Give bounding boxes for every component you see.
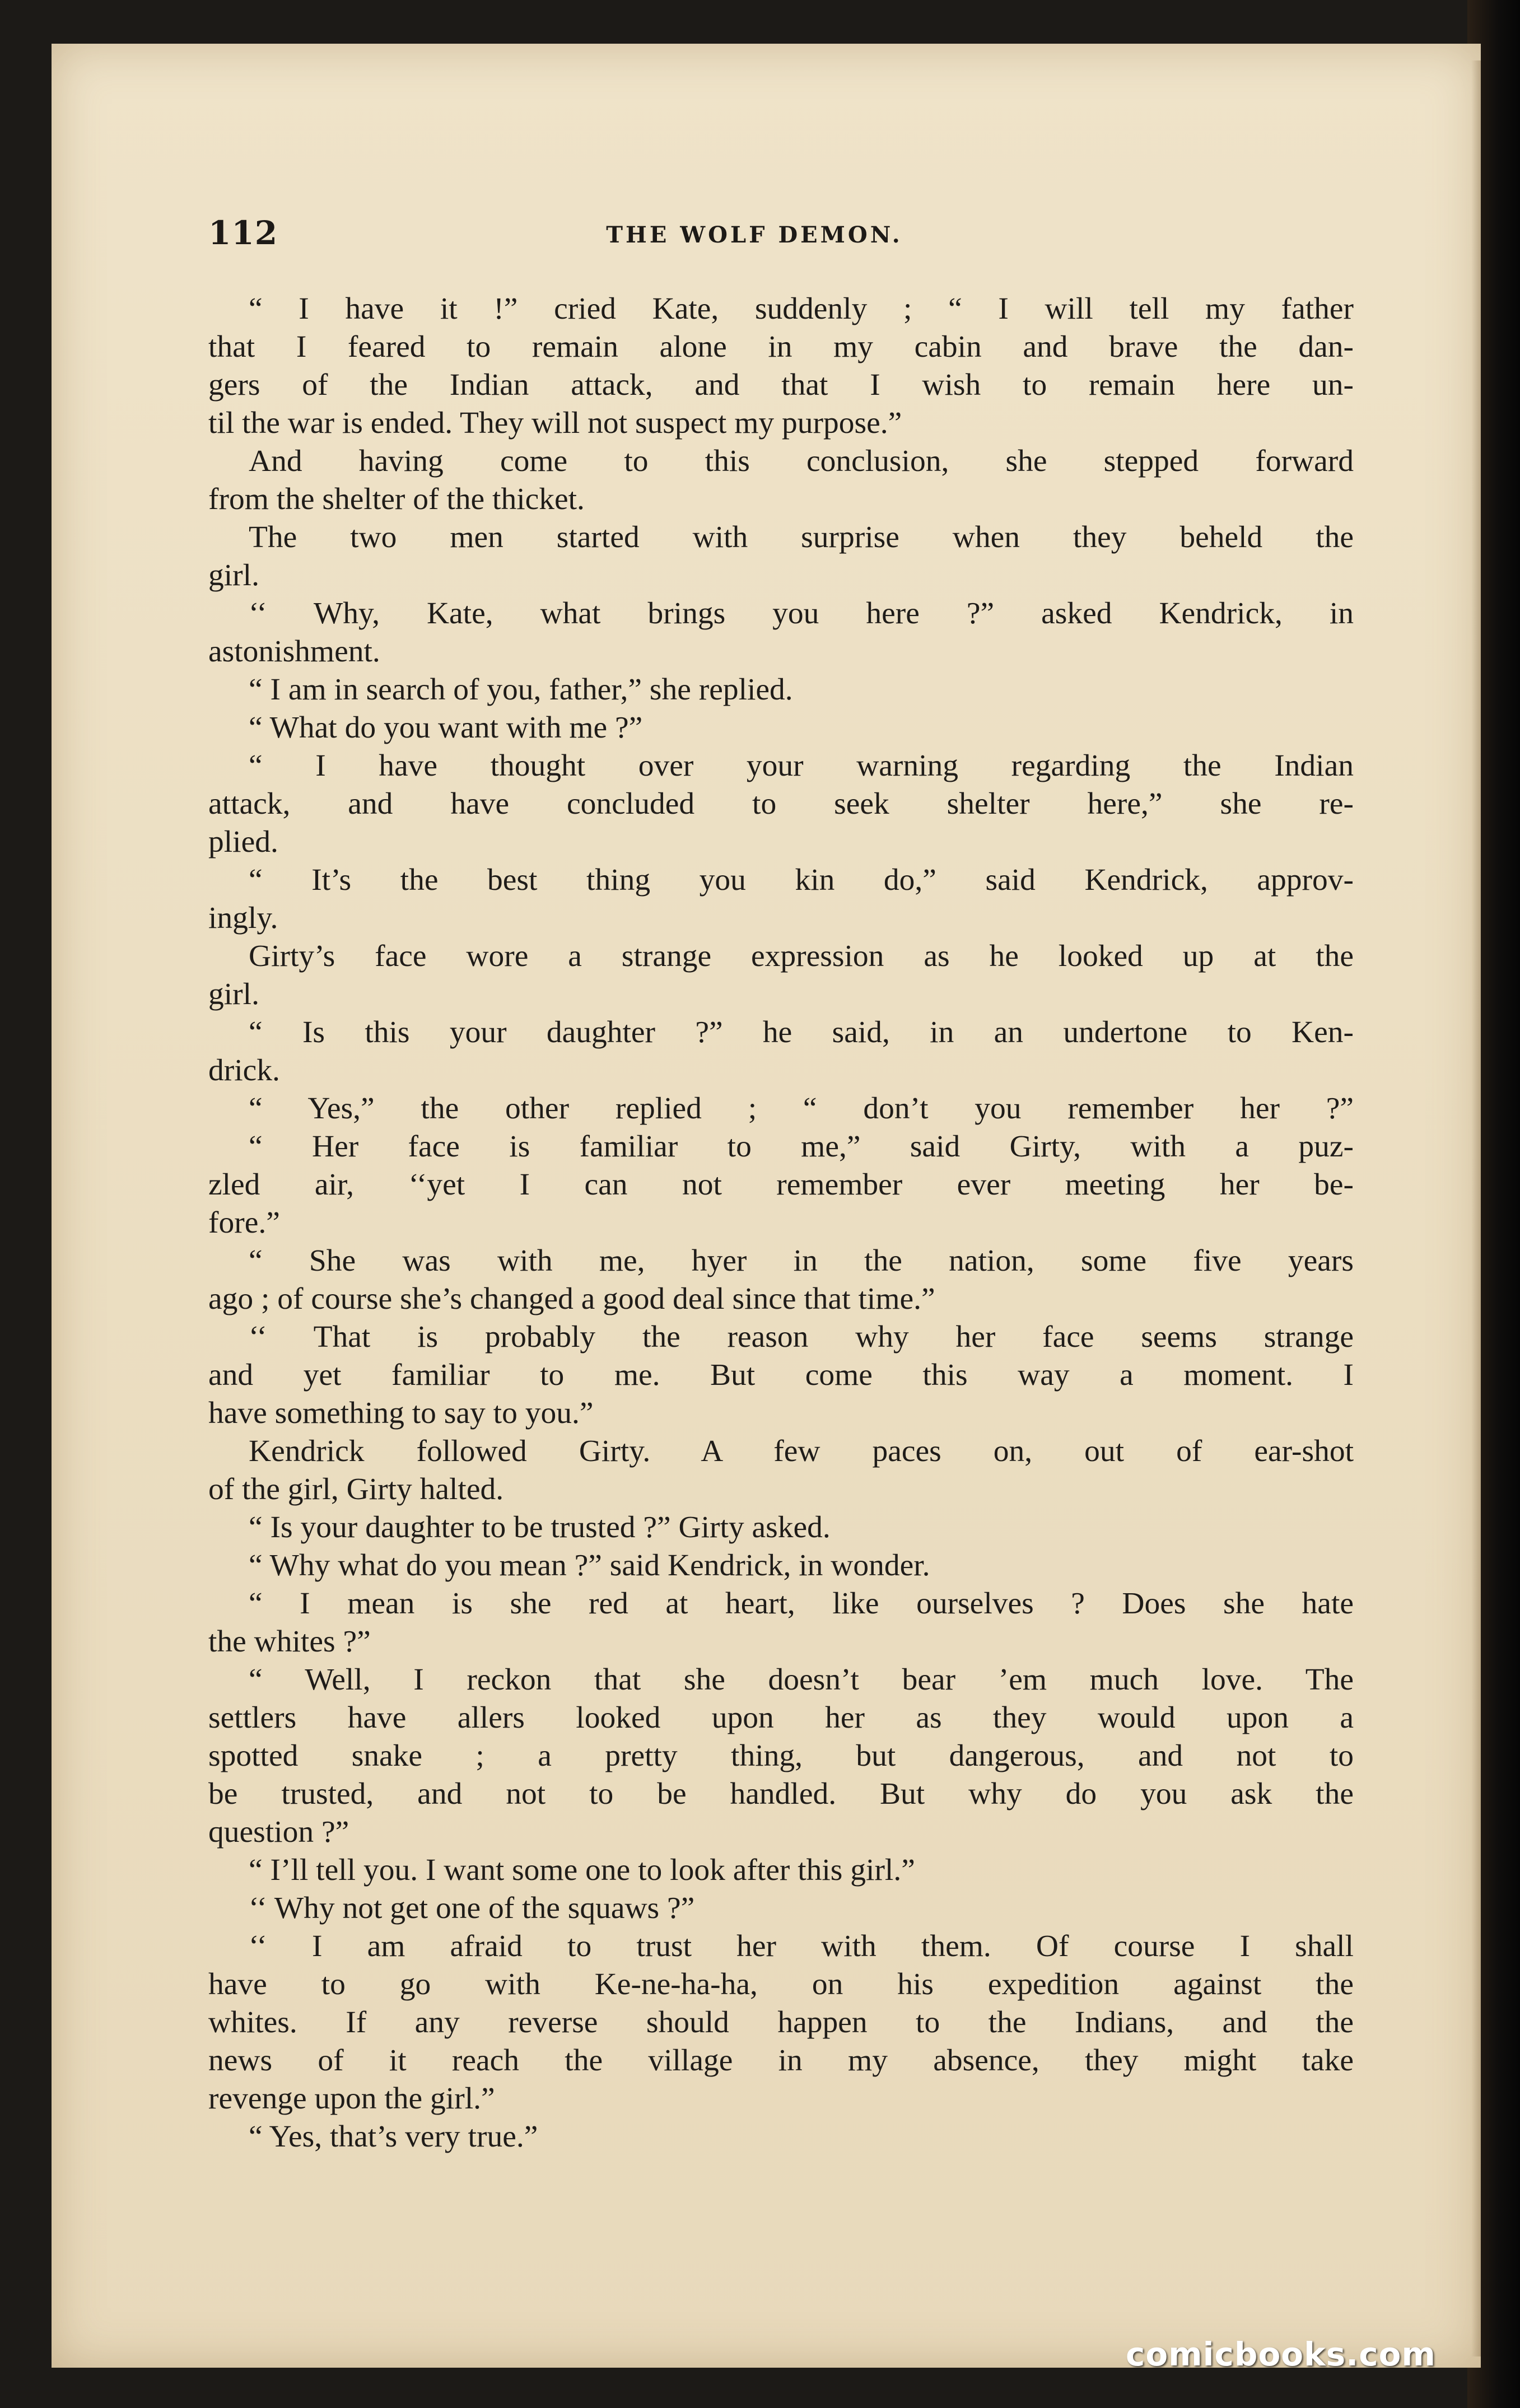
running-title: THE WOLF DEMON. xyxy=(606,222,903,248)
body-text xyxy=(208,290,1354,2205)
text-line: have something to say to you.” xyxy=(208,1396,594,1430)
text-line: “ Is your daughter to be trusted ?” Girty asked. xyxy=(249,1510,831,1544)
text-line: ago ; of course she’s changed a good deal since that time.” xyxy=(208,1282,935,1316)
text-line: ‘‘ Why not get one of the squaws ?” xyxy=(249,1891,695,1925)
text-line: “ I have thought over your warning regarding the Indian xyxy=(249,749,1354,783)
text-line: have to go with Ke-ne-ha-ha, on his expedition against the xyxy=(208,1967,1354,2001)
text-line: whites. If any reverse should happen to the Indians, and the xyxy=(208,2005,1354,2040)
text-line: fore.” xyxy=(208,1206,280,1240)
text-line: revenge upon the girl.” xyxy=(208,2082,495,2116)
text-line: ingly. xyxy=(208,901,278,935)
text-line: ‘‘ That is probably the reason why her face seems strange xyxy=(249,1320,1354,1354)
text-line: “ I have it !” cried Kate, suddenly ; “ I will tell my father xyxy=(249,292,1354,326)
text-line: news of it reach the village in my absence, they might take xyxy=(208,2043,1354,2078)
text-line: that I feared to remain alone in my cabin and brave the dan- xyxy=(208,330,1354,364)
text-line: from the shelter of the thicket. xyxy=(208,482,585,516)
text-line: attack, and have concluded to seek shelter here,” she re- xyxy=(208,787,1354,821)
text-line: and yet familiar to me. But come this way a moment. I xyxy=(208,1358,1354,1392)
text-line: girl. xyxy=(208,977,259,1011)
text-line: drick. xyxy=(208,1053,280,1088)
text-line: “ Yes, that’s very true.” xyxy=(249,2120,538,2154)
text-line: “ I mean is she red at heart, like ourselves ? Does she hate xyxy=(249,1586,1354,1621)
text-line: of the girl, Girty halted. xyxy=(208,1472,504,1506)
text-line: “ Is this your daughter ?” he said, in an undertone to Ken- xyxy=(249,1015,1354,1049)
text-line: zled air, ‘‘yet I can not remember ever meeting her be- xyxy=(208,1168,1354,1202)
text-line: And having come to this conclusion, she stepped forward xyxy=(249,444,1354,478)
text-line: be trusted, and not to be handled. But why do you ask the xyxy=(208,1777,1354,1811)
text-line: “ She was with me, hyer in the nation, some five years xyxy=(249,1244,1354,1278)
text-line: Girty’s face wore a strange expression as he looked up at the xyxy=(249,939,1354,973)
text-line: girl. xyxy=(208,558,259,592)
text-line: the whites ?” xyxy=(208,1625,371,1659)
text-line: Kendrick followed Girty. A few paces on, out of ear-shot xyxy=(249,1434,1354,1468)
text-line: gers of the Indian attack, and that I wish to remain here un- xyxy=(208,368,1354,402)
text-line: question ?” xyxy=(208,1815,349,1849)
page-fold-shadow xyxy=(1471,60,1481,2356)
text-line: “ Her face is familiar to me,” said Girty, with a puz- xyxy=(249,1130,1354,1164)
text-line: ‘‘ I am afraid to trust her with them. Of course I shall xyxy=(249,1929,1354,1963)
text-line: The two men started with surprise when they beheld the xyxy=(249,520,1354,554)
text-line: astonishment. xyxy=(208,634,380,669)
page-header xyxy=(208,214,1362,264)
text-line: “ What do you want with me ?” xyxy=(249,711,643,745)
page-number: 112 xyxy=(208,214,278,252)
text-line: “ I’ll tell you. I want some one to look after this girl.” xyxy=(249,1853,915,1887)
text-line: settlers have allers looked upon her as they would upon a xyxy=(208,1701,1354,1735)
text-line: spotted snake ; a pretty thing, but dangerous, and not to xyxy=(208,1739,1354,1773)
text-line: “ Why what do you mean ?” said Kendrick, in wonder. xyxy=(249,1548,930,1583)
text-line: “ It’s the best thing you kin do,” said Kendrick, approv- xyxy=(249,863,1354,897)
text-line: “ I am in search of you, father,” she replied. xyxy=(249,673,793,707)
text-line: plied. xyxy=(208,825,278,859)
text-line: til the war is ended. They will not suspect my purpose.” xyxy=(208,406,902,440)
watermark: comicbooks.com xyxy=(1126,2335,1436,2373)
text-line: “ Yes,” the other replied ; “ don’t you remember her ?” xyxy=(249,1091,1354,1126)
text-line: ‘‘ Why, Kate, what brings you here ?” asked Kendrick, in xyxy=(249,596,1354,631)
text-line: “ Well, I reckon that she doesn’t bear ’em much love. The xyxy=(249,1663,1354,1697)
